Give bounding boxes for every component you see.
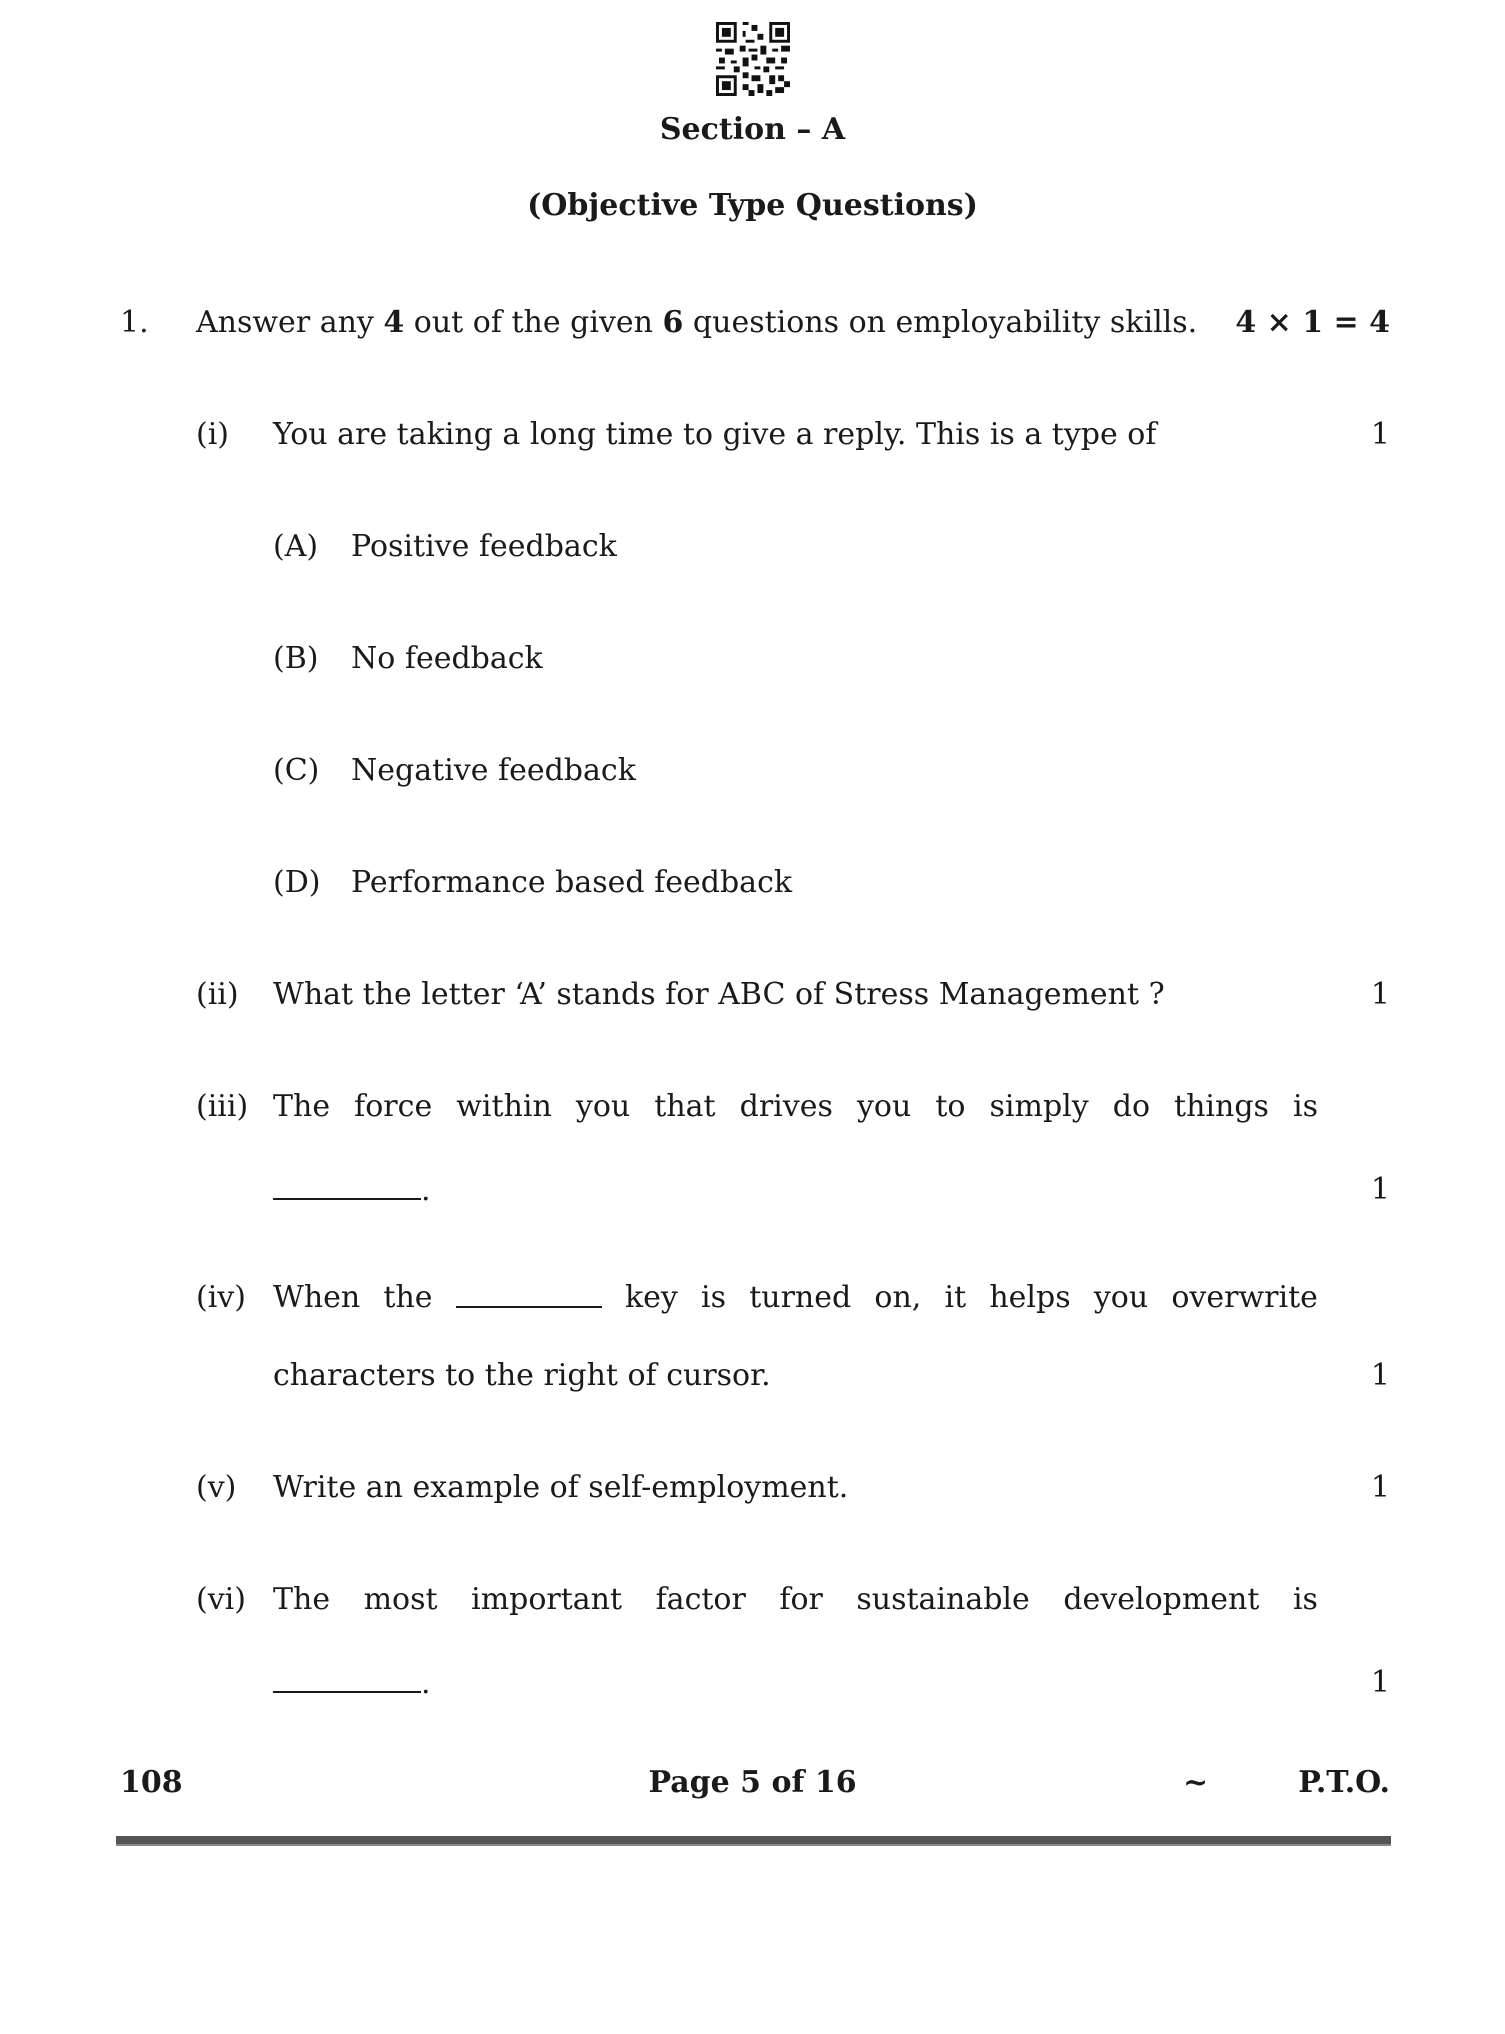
option-a-text: Positive feedback: [351, 529, 617, 564]
option-c-text: Negative feedback: [351, 753, 636, 788]
subquestion-vi-text: [273, 1582, 1318, 1618]
subquestion-vi-label: (vi): [196, 1582, 246, 1617]
subquestion-ii-marks: 1: [1370, 977, 1390, 1012]
word: for: [779, 1582, 823, 1617]
word: factor: [655, 1582, 746, 1617]
subquestion-v-text: Write an example of self-employment.: [273, 1470, 849, 1505]
question-number: 1.: [120, 305, 149, 340]
subquestion-i-marks: 1: [1370, 417, 1390, 452]
paper-code: 108: [120, 1765, 183, 1800]
page-number: Page 5 of 16: [648, 1765, 857, 1800]
word: it: [944, 1280, 967, 1315]
word: is: [1292, 1582, 1318, 1617]
word: that: [654, 1089, 716, 1124]
question-text-part-c: questions on employability skills.: [683, 305, 1198, 340]
section-title: Section – A: [659, 112, 846, 147]
word: key: [624, 1280, 678, 1315]
word: important: [471, 1582, 623, 1617]
word: simply: [989, 1089, 1089, 1124]
blank-end: .: [421, 1666, 431, 1701]
subquestion-vi-marks: 1: [1370, 1665, 1390, 1700]
subquestion-v-marks: 1: [1370, 1470, 1390, 1505]
word: on,: [874, 1280, 922, 1315]
word: drives: [739, 1089, 833, 1124]
blank-end: .: [421, 1173, 431, 1208]
option-b-letter: (B): [273, 641, 319, 676]
question-count-total: 6: [662, 305, 684, 340]
subquestion-i-text: You are taking a long time to give a reply. This is a type of: [273, 417, 1157, 452]
question-marks: 4 × 1 = 4: [1235, 305, 1390, 340]
word: sustainable: [856, 1582, 1030, 1617]
option-b-text: No feedback: [351, 641, 543, 676]
pto-label: P.T.O.: [1298, 1765, 1390, 1800]
subquestion-iii-label: (iii): [196, 1089, 249, 1124]
word: The: [273, 1089, 331, 1124]
word: force: [354, 1089, 433, 1124]
word: is: [701, 1280, 727, 1315]
word: the: [383, 1280, 433, 1315]
qr-code-icon: [716, 22, 790, 96]
subquestion-iii-blank[interactable]: [273, 1172, 431, 1209]
word: is: [1293, 1089, 1318, 1124]
subquestion-vi-blank[interactable]: [273, 1665, 431, 1702]
question-text-part-a: Answer any: [196, 305, 384, 340]
option-a-letter: (A): [273, 529, 319, 564]
answer-blank[interactable]: [456, 1280, 602, 1308]
word: development: [1063, 1582, 1260, 1617]
subquestion-ii-label: (ii): [196, 977, 239, 1012]
option-d-letter: (D): [273, 865, 321, 900]
word: you: [575, 1089, 631, 1124]
question-text-part-b: out of the given: [404, 305, 663, 340]
word: When: [273, 1280, 361, 1315]
answer-blank[interactable]: [273, 1172, 421, 1200]
word: do: [1112, 1089, 1150, 1124]
question-text: [196, 305, 1197, 341]
subquestion-iv-text: [273, 1280, 1318, 1316]
subquestion-iv-line2: characters to the right of cursor.: [273, 1358, 771, 1393]
word: within: [456, 1089, 552, 1124]
subquestion-ii-text: What the letter ‘A’ stands for ABC of Stress Management ?: [273, 977, 1165, 1012]
option-c-letter: (C): [273, 753, 320, 788]
footer-rule: [116, 1836, 1391, 1846]
tilde-mark: ~: [1183, 1765, 1209, 1800]
word: you: [856, 1089, 912, 1124]
answer-blank[interactable]: [273, 1665, 421, 1693]
word: turned: [749, 1280, 852, 1315]
section-subtitle: (Objective Type Questions): [527, 188, 978, 223]
word: overwrite: [1171, 1280, 1318, 1315]
question-count-answer: 4: [383, 305, 405, 340]
word: most: [363, 1582, 438, 1617]
word: to: [935, 1089, 966, 1124]
subquestion-iii-text: [273, 1089, 1318, 1125]
subquestion-v-label: (v): [196, 1470, 237, 1505]
subquestion-i-label: (i): [196, 417, 230, 452]
word: you: [1093, 1280, 1149, 1315]
subquestion-iii-marks: 1: [1370, 1172, 1390, 1207]
option-d-text: Performance based feedback: [351, 865, 793, 900]
word: things: [1174, 1089, 1269, 1124]
word: The: [273, 1582, 331, 1617]
word: helps: [989, 1280, 1071, 1315]
subquestion-iv-marks: 1: [1370, 1358, 1390, 1393]
subquestion-iv-label: (iv): [196, 1280, 246, 1315]
